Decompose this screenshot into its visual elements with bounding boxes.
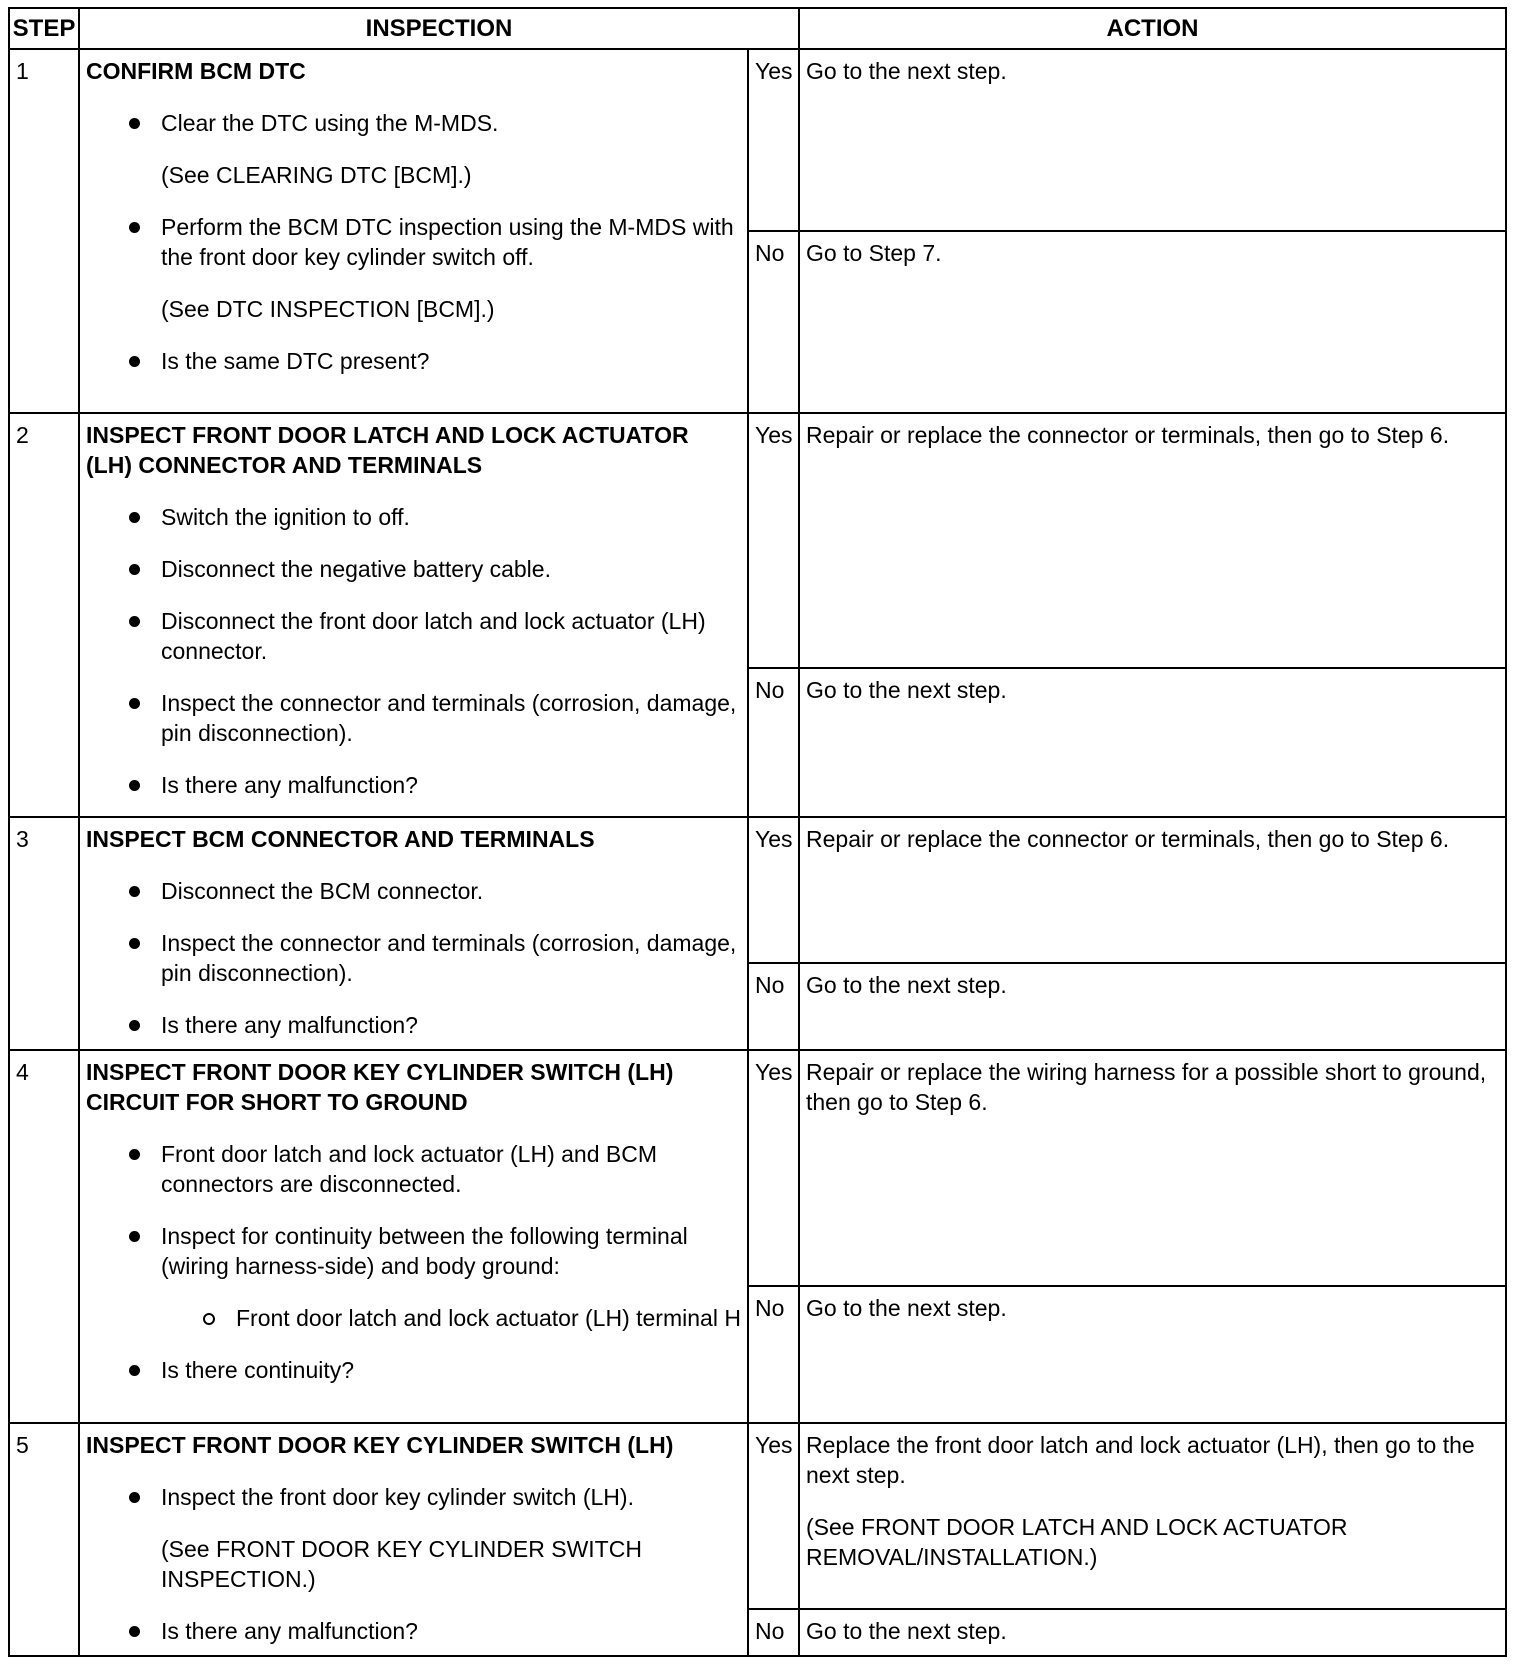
yes-action: Repair or replace the connector or terminals, then go to Step 6. — [799, 413, 1506, 667]
action-column-header: ACTION — [799, 8, 1506, 49]
inspection-bullet — [86, 1139, 741, 1199]
step-3-yes-row — [9, 817, 1506, 963]
inspection-bullet — [86, 688, 741, 748]
no-action: Go to the next step. — [799, 1286, 1506, 1422]
bullet-text: Front door latch and lock actuator (LH) and BCM connectors are disconnected. — [161, 1141, 658, 1198]
inspection-bullet — [86, 876, 741, 906]
yes-action: Go to the next step. — [799, 49, 1506, 231]
step-4-inspection — [79, 1050, 748, 1423]
bullet-text: Is there any malfunction? — [161, 1012, 418, 1039]
diagnostic-procedure-sheet — [8, 7, 1505, 1657]
header-row — [9, 8, 1506, 49]
no-label: No — [748, 1609, 799, 1656]
yes-label: Yes — [748, 1050, 799, 1286]
yes-action: Repair or replace the wiring harness for a possible short to ground, then go to Step 6. — [799, 1050, 1506, 1286]
no-action: Go to Step 7. — [799, 231, 1506, 413]
inspection-sub-bullet — [161, 1303, 741, 1333]
inspection-bullet — [86, 606, 741, 666]
inspection-bullet — [86, 770, 741, 800]
inspection-bullet — [86, 1482, 741, 1512]
step-title: CONFIRM BCM DTC — [86, 58, 306, 84]
inspection-bullet — [86, 1010, 741, 1040]
diagnostic-table — [8, 7, 1507, 1657]
sub-bullet-text: Front door latch and lock actuator (LH) terminal H — [236, 1305, 741, 1332]
bullet-text: Is there any malfunction? — [161, 772, 418, 799]
no-label: No — [748, 231, 799, 413]
inspection-bullet — [86, 1616, 741, 1646]
yes-label: Yes — [748, 413, 799, 667]
reference-note: (See CLEARING DTC [BCM].) — [161, 162, 472, 188]
inspection-bullet — [86, 108, 741, 138]
no-label: No — [748, 1286, 799, 1422]
reference-note: (See FRONT DOOR KEY CYLINDER SWITCH INSPECTION.) — [161, 1535, 642, 1592]
bullet-text: Is the same DTC present? — [161, 348, 430, 374]
step-5-yes-row — [9, 1423, 1506, 1609]
no-action: Go to the next step. — [799, 668, 1506, 817]
step-title: INSPECT FRONT DOOR LATCH AND LOCK ACTUATOR (LH) CONNECTOR AND TERMINALS — [86, 422, 689, 479]
inspection-bullet — [86, 212, 741, 272]
bullet-text: Inspect for continuity between the following terminal (wiring harness-side) and body ground: — [161, 1223, 688, 1280]
bullet-text: Switch the ignition to off. — [161, 504, 410, 531]
bullet-text: Inspect the front door key cylinder switch (LH). — [161, 1483, 634, 1510]
inspection-bullet — [86, 502, 741, 532]
inspection-bullet — [86, 346, 741, 376]
step-2-inspection — [79, 413, 748, 817]
action-reference: (See FRONT DOOR LATCH AND LOCK ACTUATOR REMOVAL/INSTALLATION.) — [806, 1513, 1348, 1570]
no-action: Go to the next step. — [799, 1609, 1506, 1656]
bullet-text: Disconnect the BCM connector. — [161, 878, 484, 905]
bullet-text: Inspect the connector and terminals (corrosion, damage, pin disconnection). — [161, 930, 737, 987]
bullet-text: Disconnect the negative battery cable. — [161, 556, 551, 583]
step-number: 3 — [9, 817, 79, 1050]
step-title: INSPECT FRONT DOOR KEY CYLINDER SWITCH (LH) — [86, 1431, 674, 1458]
step-3-inspection — [79, 817, 748, 1050]
step-number: 5 — [9, 1423, 79, 1656]
bullet-text: Clear the DTC using the M-MDS. — [161, 110, 499, 136]
step-1-yes-row — [9, 49, 1506, 231]
step-number: 4 — [9, 1050, 79, 1423]
bullet-text: Is there any malfunction? — [161, 1617, 418, 1644]
inspection-column-header: INSPECTION — [79, 8, 799, 49]
step-title: INSPECT FRONT DOOR KEY CYLINDER SWITCH (LH) CIRCUIT FOR SHORT TO GROUND — [86, 1059, 674, 1116]
step-1-inspection — [79, 49, 748, 413]
inspection-bullet — [86, 1355, 741, 1385]
inspection-bullet — [86, 554, 741, 584]
step-number: 2 — [9, 413, 79, 817]
yes-action-cell — [799, 1423, 1506, 1609]
bullet-text: Is there continuity? — [161, 1357, 355, 1384]
reference-note: (See DTC INSPECTION [BCM].) — [161, 296, 495, 322]
yes-action: Replace the front door latch and lock actuator (LH), then go to the next step. — [806, 1431, 1475, 1488]
step-column-header: STEP — [9, 8, 79, 49]
yes-label: Yes — [748, 1423, 799, 1609]
bullet-text: Perform the BCM DTC inspection using the M-MDS with the front door key cylinder switch off. — [161, 214, 734, 270]
bullet-text: Inspect the connector and terminals (corrosion, damage, pin disconnection). — [161, 690, 737, 747]
inspection-bullet — [86, 928, 741, 988]
bullet-text: Disconnect the front door latch and lock actuator (LH) connector. — [161, 608, 706, 665]
yes-label: Yes — [748, 817, 799, 963]
step-5-inspection — [79, 1423, 748, 1656]
no-label: No — [748, 963, 799, 1050]
step-number: 1 — [9, 49, 79, 413]
inspection-bullet — [86, 1221, 741, 1333]
yes-action: Repair or replace the connector or terminals, then go to Step 6. — [799, 817, 1506, 963]
step-4-yes-row — [9, 1050, 1506, 1286]
no-action: Go to the next step. — [799, 963, 1506, 1050]
yes-label: Yes — [748, 49, 799, 231]
no-label: No — [748, 668, 799, 817]
step-2-yes-row — [9, 413, 1506, 667]
step-title: INSPECT BCM CONNECTOR AND TERMINALS — [86, 826, 595, 853]
